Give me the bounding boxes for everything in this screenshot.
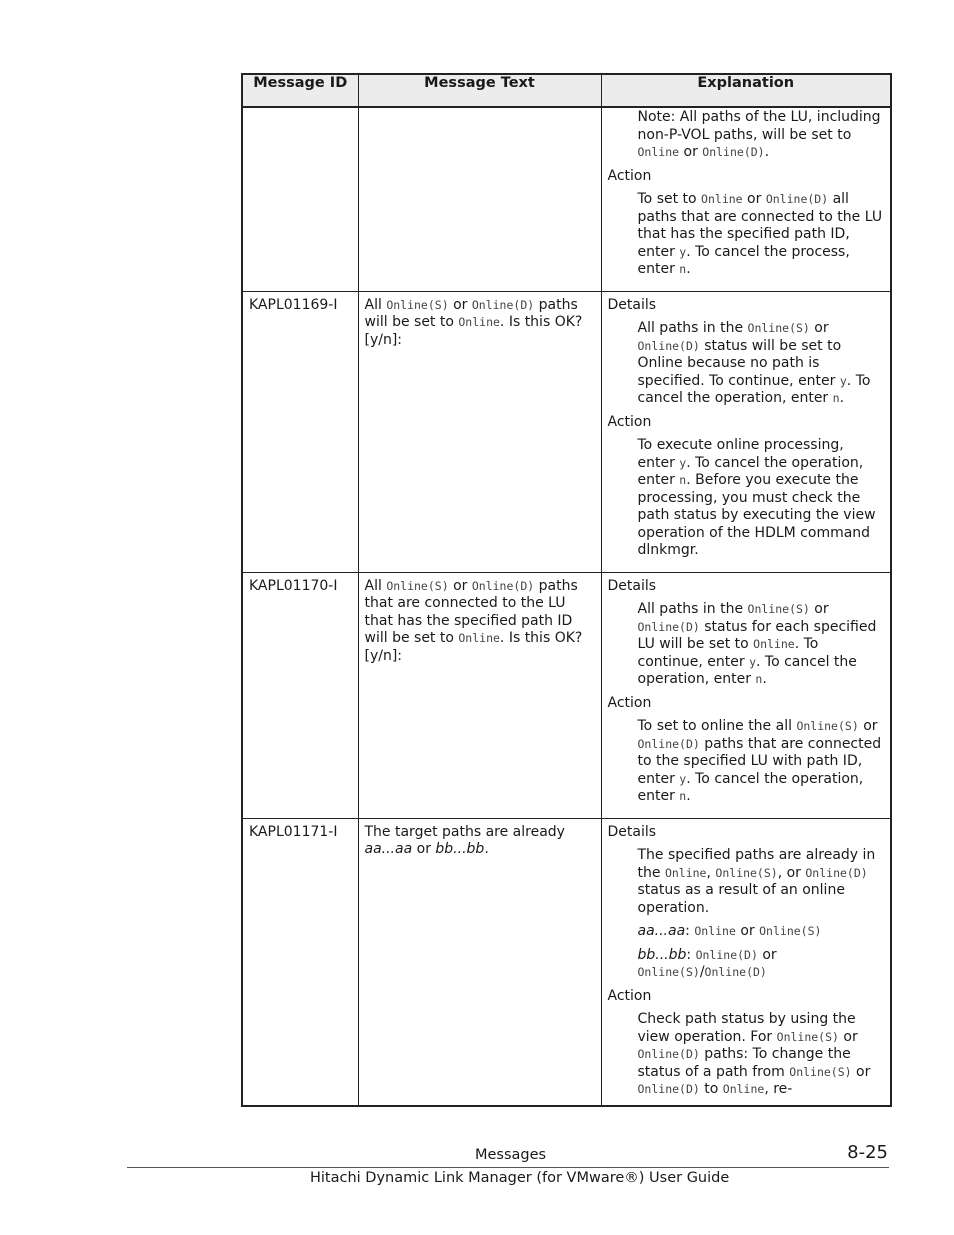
table-row xyxy=(242,818,891,1106)
action-heading: Action xyxy=(607,167,652,184)
message-text-cell: All Online(S) or Online(D) paths will be set to Online. Is this OK? [y/n]: xyxy=(358,291,601,572)
details-paragraph: The specified paths are already in the Online, Online(S), or Online(D) status as a result of an online operation. xyxy=(637,847,876,916)
footer-divider xyxy=(127,1167,889,1168)
details-paragraph: All paths in the Online(S) or Online(D) status for each specified LU will be set to Online. To continue, enter y. To cancel the operation, enter n. xyxy=(637,601,877,687)
action-paragraph: To execute online processing, enter y. To cancel the operation, enter n. Before you execute the processing, you must check the path status by executing the view operation of the HDLM command dlnkmgr. xyxy=(637,437,876,558)
table-header-row xyxy=(242,74,891,107)
explanation-cell xyxy=(601,572,891,818)
details-heading: Details xyxy=(607,577,657,594)
footer-guide-title: Hitachi Dynamic Link Manager (for VMware®) User Guide xyxy=(310,1170,730,1186)
details-heading: Details xyxy=(607,296,657,313)
table-row xyxy=(242,107,891,291)
aa-definition: aa...aa: Online or Online(S) xyxy=(637,923,822,939)
action-heading: Action xyxy=(607,413,652,430)
action-heading: Action xyxy=(607,694,652,711)
table-row xyxy=(242,291,891,572)
note-paragraph: Note: All paths of the LU, including non-P-VOL paths, will be set to Online or Online(D). xyxy=(637,109,881,160)
bb-definition: bb...bb: Online(D) or Online(S)/Online(D) xyxy=(637,946,777,980)
page-number: 8-25 xyxy=(847,1142,888,1163)
action-paragraph: To set to Online or Online(D) all paths that are connected to the LU that has the specified path ID, enter y. To cancel the process, enter n. xyxy=(637,191,883,277)
details-heading: Details xyxy=(607,823,657,840)
header-message-id: Message ID xyxy=(242,74,358,107)
explanation-cell xyxy=(601,818,891,1106)
message-text-cell: The target paths are already aa...aa or bb...bb. xyxy=(358,818,601,1106)
header-explanation: Explanation xyxy=(601,74,891,107)
details-paragraph: All paths in the Online(S) or Online(D) status will be set to Online because no path is specified. To continue, enter y. To cancel the operation, enter n. xyxy=(637,320,871,406)
message-table xyxy=(241,73,892,1107)
action-paragraph: Check path status by using the view operation. For Online(S) or Online(D) paths: To change the status of a path from Online(S) or Online(D) to Online, re- xyxy=(637,1011,871,1097)
message-text-cell: All Online(S) or Online(D) paths that are connected to the LU that has the specified path ID will be set to Online. Is this OK? [y/n]: xyxy=(358,572,601,818)
message-text-cell xyxy=(358,107,601,291)
table-row xyxy=(242,572,891,818)
explanation-cell xyxy=(601,291,891,572)
message-id-cell: KAPL01169-I xyxy=(242,291,358,572)
message-id-cell: KAPL01170-I xyxy=(242,572,358,818)
message-id-cell xyxy=(242,107,358,291)
explanation-cell xyxy=(601,107,891,291)
footer-section-title: Messages xyxy=(475,1147,547,1163)
header-message-text: Message Text xyxy=(358,74,601,107)
action-heading: Action xyxy=(607,987,652,1004)
message-id-cell: KAPL01171-I xyxy=(242,818,358,1106)
action-paragraph: To set to online the all Online(S) or Online(D) paths that are connected to the specified LU with path ID, enter y. To cancel the operation, enter n. xyxy=(637,718,882,804)
